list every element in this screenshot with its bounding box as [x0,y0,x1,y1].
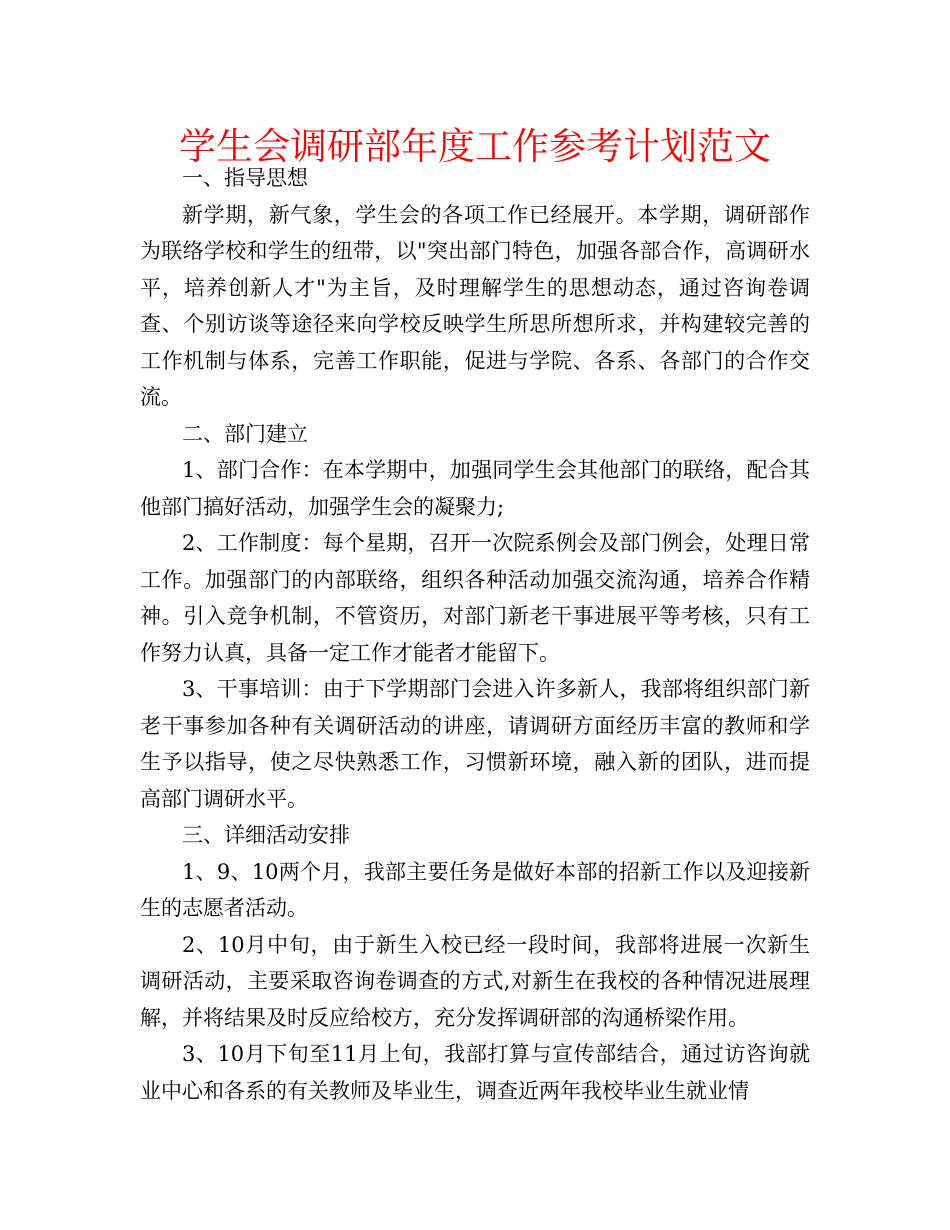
document-title: 学生会调研部年度工作参考计划范文 [179,125,771,168]
heading-guiding-ideology: 一、指导思想 [182,166,308,190]
paragraph-work-system: 2、工作制度：每个星期，召开一次院系例会及部门例会，处理日常工作。加强部门的内部联络，组织各种活动加强交流沟通，培养合作精神。引入竞争机制，不管资历，对部门新老干事进展平等考核，只有工作努力认真，具备一定工作才能者才能留下。 [140,531,810,665]
paragraph-guiding-ideology: 新学期，新气象，学生会的各项工作已经展开。本学期，调研部作为联络学校和学生的纽带，以"突出部门特色，加强各部合作，高调研水平，培养创新人才"为主旨，及时理解学生的思想动态，通过咨询卷调查、个别访谈等途径来向学校反映学生所思所想所求，并构建较完善的工作机制与体系，完善工作职能，促进与学院、各系、各部门的合作交流。 [140,202,810,409]
heading-activity-schedule: 三、详细活动安排 [182,823,350,847]
paragraph-activity-1: 1、9、10两个月，我部主要任务是做好本部的招新工作以及迎接新生的志愿者活动。 [140,859,810,920]
document-body [140,160,810,1109]
paragraph-staff-training: 3、干事培训：由于下学期部门会进入许多新人，我部将组织部门新老干事参加各种有关调研活动的讲座，请调研方面经历丰富的教师和学生予以指导，使之尽快熟悉工作，习惯新环境，融入新的团队，进而提高部门调研水平。 [140,677,810,811]
heading-department-building: 二、部门建立 [182,421,308,446]
paragraph-activity-2: 2、10月中旬，由于新生入校已经一段时间，我部将进展一次新生调研活动，主要采取咨询卷调查的方式,对新生在我校的各种情况进展理解，并将结果及时反应给校方，充分发挥调研部的沟通桥梁作用。 [140,932,810,1030]
paragraph-activity-3: 3、10月下旬至11月上旬，我部打算与宣传部结合，通过访咨询就业中心和各系的有关教师及毕业生，调查近两年我校毕业生就业情 [140,1042,810,1103]
paragraph-department-cooperation: 1、部门合作：在本学期中，加强同学生会其他部门的联络，配合其他部门搞好活动，加强学生会的凝聚力; [140,458,810,519]
